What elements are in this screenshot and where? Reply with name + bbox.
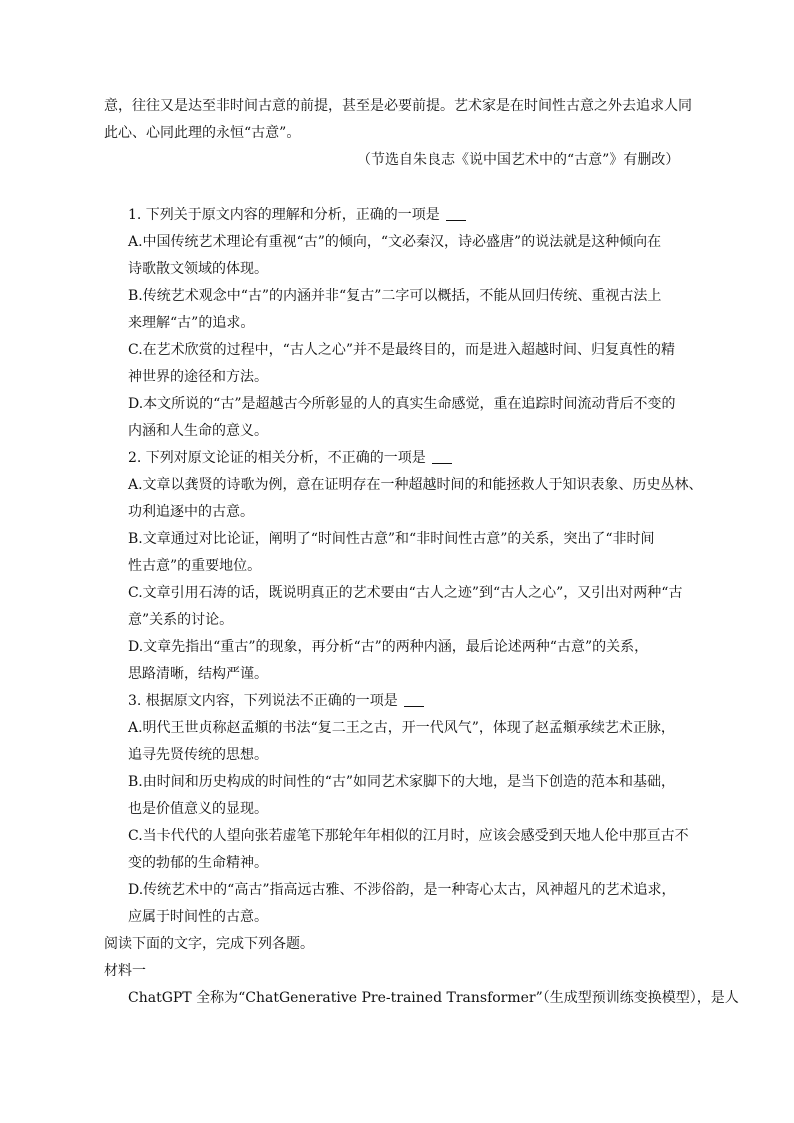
question-1-option-a-line-2: 诗歌散文领域的体现。 bbox=[128, 261, 268, 277]
question-2-option-c-line-2: 意”关系的讨论。 bbox=[128, 612, 234, 628]
question-3-option-d-line-2: 应属于时间性的古意。 bbox=[128, 909, 268, 925]
material-text-line-1: ChatGPT 全称为“ChatGenerative Pre-trained Transformer”（生成型预训练变换模型），是人 bbox=[128, 990, 739, 1006]
passage-line-2: 此心、心同此理的永恒“古意”。 bbox=[104, 125, 301, 141]
question-1-option-b-line-1: B.传统艺术观念中“古”的内涵并非“复古”二字可以概括，不能从回归传统、重视古法上 bbox=[128, 288, 662, 304]
question-1-option-c-line-1: C.在艺术欣赏的过程中，“古人之心”并不是最终目的，而是进入超越时间、归复真性的精 bbox=[128, 342, 675, 358]
question-2-option-d-line-2: 思路清晰，结构严谨。 bbox=[128, 666, 268, 682]
question-3-option-b-line-1: B.由时间和历史构成的时间性的“古”如同艺术家脚下的大地，是当下创造的范本和基础， bbox=[128, 774, 676, 790]
question-2-text: 2. 下列对原文论证的相关分析，不正确的一项是 bbox=[128, 450, 426, 466]
question-1-option-a-line-1: A.中国传统艺术理论有重视“古”的倾向，“文必秦汉，诗必盛唐”的说法就是这种倾向在 bbox=[128, 234, 662, 250]
question-1-stem bbox=[128, 205, 466, 225]
question-2-option-c-line-1: C.文章引用石涛的话，既说明真正的艺术要由“古人之迹”到“古人之心”，又引出对两种“古 bbox=[128, 585, 683, 601]
question-3-option-a-line-2: 追寻先贤传统的思想。 bbox=[128, 747, 268, 763]
question-3-option-b-line-2: 也是价值意义的显现。 bbox=[128, 801, 268, 817]
answer-blank-2 bbox=[432, 449, 452, 464]
question-3-option-a-line-1: A.明代王世贞称赵孟頫的书法“复二王之古，开一代风气”，体现了赵孟頫承续艺术正脉， bbox=[128, 720, 675, 736]
question-3-option-d-line-1: D.传统艺术中的“高古”指高远古雅、不涉俗韵，是一种寄心太古，风神超凡的艺术追求， bbox=[128, 882, 676, 898]
question-1-option-b-line-2: 来理解“古”的追求。 bbox=[128, 315, 255, 331]
answer-blank-3 bbox=[404, 692, 424, 707]
question-1-option-c-line-2: 神世界的途径和方法。 bbox=[128, 369, 268, 385]
question-2-option-b-line-1: B.文章通过对比论证，阐明了“时间性古意”和“非时间性古意”的关系，突出了“非时间 bbox=[128, 531, 655, 547]
question-3-stem bbox=[128, 691, 424, 711]
question-3-option-c-line-2: 变的勃郁的生命精神。 bbox=[128, 855, 268, 871]
question-2-option-a-line-2: 功利追逐中的古意。 bbox=[128, 504, 254, 520]
question-2-stem bbox=[128, 448, 452, 468]
question-1-option-d-line-2: 内涵和人生命的意义。 bbox=[128, 423, 268, 439]
question-2-option-a-line-1: A.文章以龚贤的诗歌为例，意在证明存在一种超越时间的和能拯救人于知识表象、历史丛林、 bbox=[128, 477, 703, 493]
question-2-option-d-line-1: D.文章先指出“重古”的现象，再分析“古”的两种内涵，最后论述两种“古意”的关系， bbox=[128, 639, 649, 655]
question-3-option-c-line-1: C.当卡代代的人望向张若虚笔下那轮年年相似的江月时，应该会感受到天地人伦中那亘古不 bbox=[128, 828, 689, 844]
passage-source: （节选自朱良志《说中国艺术中的“古意”》有删改） bbox=[357, 152, 680, 168]
question-2-option-b-line-2: 性古意”的重要地位。 bbox=[128, 558, 262, 574]
material-title: 材料一 bbox=[104, 963, 146, 979]
question-3-text: 3. 根据原文内容，下列说法不正确的一项是 bbox=[128, 693, 398, 709]
passage-line-1: 意，往往又是达至非时间古意的前提，甚至是必要前提。艺术家是在时间性古意之外去追求人同 bbox=[104, 98, 692, 114]
answer-blank-1 bbox=[446, 206, 466, 221]
question-1-option-d-line-1: D.本文所说的“古”是超越古今所彰显的人的真实生命感觉，重在追踪时间流动背后不变的 bbox=[128, 396, 676, 412]
section-instruction: 阅读下面的文字，完成下列各题。 bbox=[104, 936, 314, 952]
question-1-text: 1. 下列关于原文内容的理解和分析，正确的一项是 bbox=[128, 207, 440, 223]
